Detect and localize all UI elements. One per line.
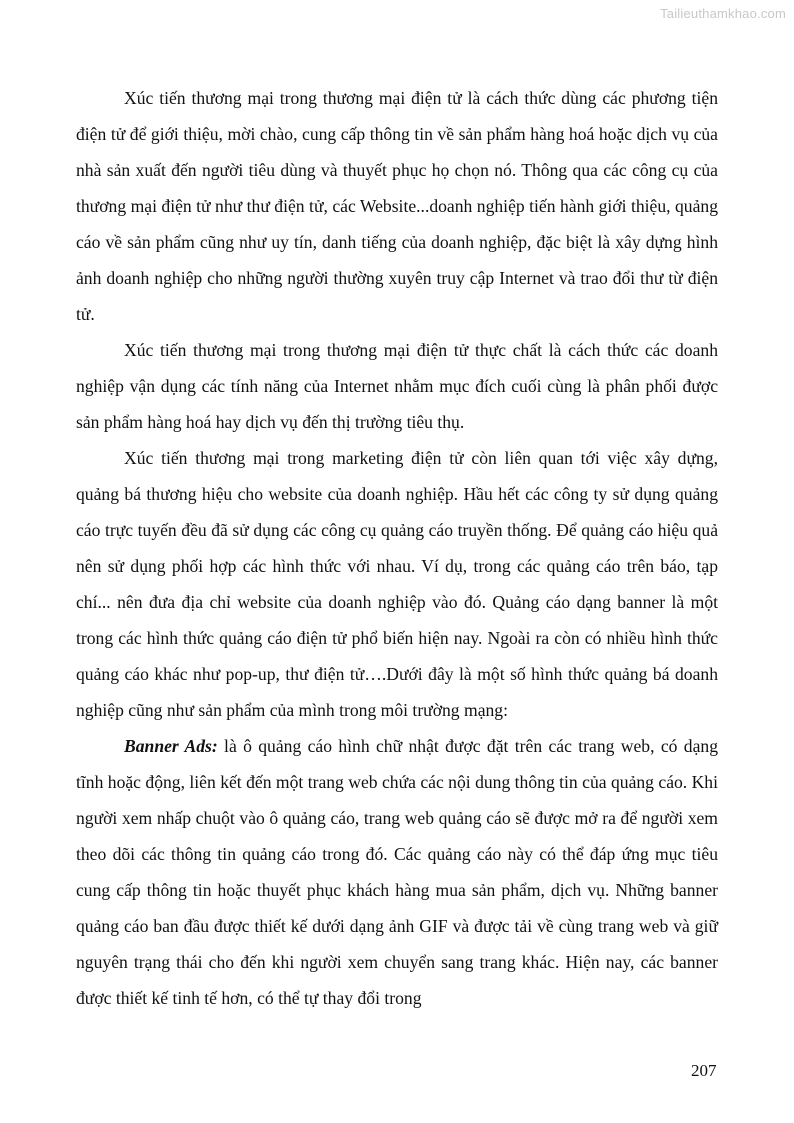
banner-ads-definition: là ô quảng cáo hình chữ nhật được đặt trên các trang web, có dạng tĩnh hoặc động, liên kết đến một trang web chứa các nội dung thông tin của quảng cáo. Khi người xem nhấp chuột vào ô quảng cáo, trang web quảng cáo sẽ được mở ra để người xem theo dõi các thông tin quảng cáo trong đó. Các quảng cáo này có thể đáp ứng mục tiêu cung cấp thông tin hoặc thuyết phục khách hàng mua sản phẩm, dịch vụ. Những banner quảng cáo ban đầu được thiết kế dưới dạng ảnh GIF và được tải về cùng trang web và giữ nguyên trạng thái cho đến khi người xem chuyển sang trang khác. Hiện nay, các banner được thiết kế tinh tế hơn, có thể tự thay đổi trong [76, 736, 718, 1008]
paragraph-promotion-essence: Xúc tiến thương mại trong thương mại điện tử thực chất là cách thức các doanh nghiệp vận dụng các tính năng của Internet nhằm mục đích cuối cùng là phân phối được sản phẩm hàng hoá hay dịch vụ đến thị trường tiêu thụ. [76, 340, 718, 432]
page-number: 207 [691, 1061, 717, 1080]
banner-ads-term: Banner Ads: [124, 736, 218, 756]
watermark-text: Tailieuthamkhao.com [660, 6, 786, 21]
paragraph-banner-ads [76, 728, 718, 1016]
document-body [76, 80, 718, 1016]
paragraph-emarketing-branding: Xúc tiến thương mại trong marketing điện tử còn liên quan tới việc xây dựng, quảng bá thương hiệu cho website của doanh nghiệp. Hầu hết các công ty sử dụng quảng cáo trực tuyến đều đã sử dụng các công cụ quảng cáo truyền thống. Để quảng cáo hiệu quả nên sử dụng phối hợp các hình thức với nhau. Ví dụ, trong các quảng cáo trên báo, tạp chí... nên đưa địa chỉ website của doanh nghiệp vào đó. Quảng cáo dạng banner là một trong các hình thức quảng cáo điện tử phổ biến hiện nay. Ngoài ra còn có nhiều hình thức quảng cáo khác như pop-up, thư điện tử….Dưới đây là một số hình thức quảng bá doanh nghiệp cũng như sản phẩm của mình trong môi trường mạng: [76, 448, 718, 720]
paragraph-ecommerce-promotion: Xúc tiến thương mại trong thương mại điện tử là cách thức dùng các phương tiện điện tử để giới thiệu, mời chào, cung cấp thông tin về sản phẩm hàng hoá hoặc dịch vụ của nhà sản xuất đến người tiêu dùng và thuyết phục họ chọn nó. Thông qua các công cụ của thương mại điện tử như thư điện tử, các Website...doanh nghiệp tiến hành giới thiệu, quảng cáo về sản phẩm cũng như uy tín, danh tiếng của doanh nghiệp, đặc biệt là xây dựng hình ảnh doanh nghiệp cho những người thường xuyên truy cập Internet và trao đổi thư từ điện tử. [76, 88, 718, 324]
